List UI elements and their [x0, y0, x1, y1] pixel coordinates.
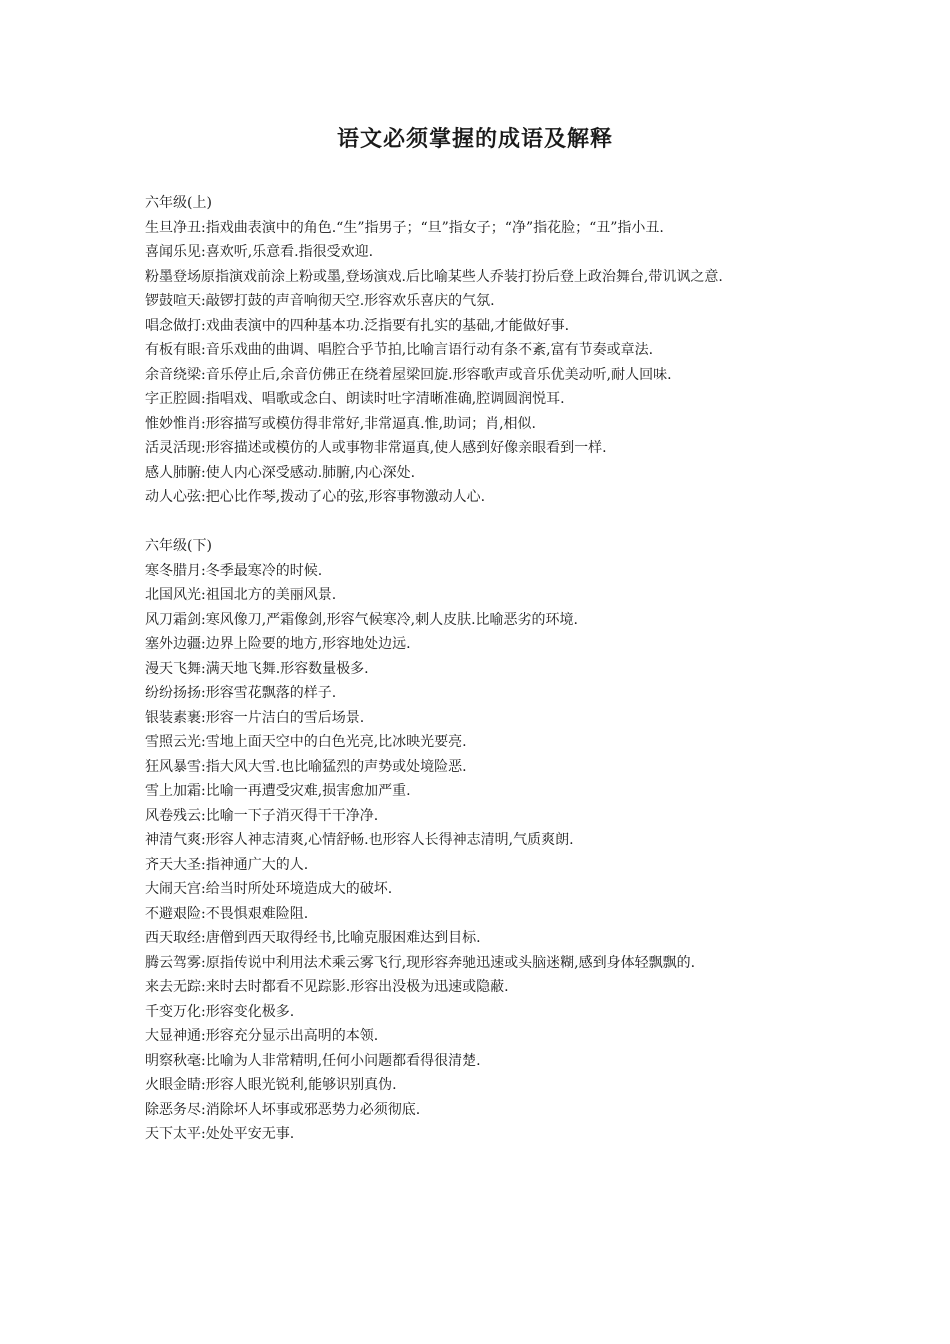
document-body: [145, 191, 810, 1147]
idiom-entry: 锣鼓喧天:敲锣打鼓的声音响彻天空.形容欢乐喜庆的气氛.: [145, 293, 495, 309]
idiom-entry: 火眼金睛:形容人眼光锐利,能够识别真伪.: [145, 1077, 397, 1093]
idiom-entry: 千变万化:形容变化极多.: [145, 1003, 295, 1020]
idiom-entry: 狂风暴雪:指大风大雪.也比喻猛烈的声势或处境险恶.: [145, 758, 467, 775]
idiom-entry: 明察秋毫:比喻为人非常精明,任何小问题都看得很清楚.: [145, 1052, 481, 1069]
idiom-entry: 动人心弦:把心比作琴,拨动了心的弦,形容事物激动人心.: [145, 489, 486, 505]
idiom-entry: 银装素裹:形容一片洁白的雪后场景.: [145, 709, 365, 726]
idiom-entry: 来去无踪:来时去时都看不见踪影.形容出没极为迅速或隐蔽.: [145, 979, 509, 995]
idiom-entry: 天下太平:处处平安无事.: [145, 1126, 295, 1142]
section-heading: 六年级(上): [145, 195, 212, 211]
idiom-entry: 腾云驾雾:原指传说中利用法术乘云雾飞行,现形容奔驰迅速或头脑迷糊,感到身体轻飘飘的.: [145, 954, 696, 971]
idiom-entry: 不避艰险:不畏惧艰难险阻.: [145, 905, 309, 922]
idiom-entry: 纷纷扬扬:形容雪花飘落的样子.: [145, 685, 337, 701]
idiom-entry: 神清气爽:形容人神志清爽,心情舒畅.也形容人长得神志清明,气质爽朗.: [145, 832, 574, 848]
section-grade-6-lower: [145, 534, 810, 1147]
idiom-entry: 漫天飞舞:满天地飞舞.形容数量极多.: [145, 660, 369, 677]
idiom-entry: 风刀霜剑:寒风像刀,严霜像剑,形容气候寒冷,刺人皮肤.比喻恶劣的环境.: [145, 611, 578, 628]
idiom-entry: 有板有眼:音乐戏曲的曲调、唱腔合乎节拍,比喻言语行动有条不紊,富有节奏或章法.: [145, 342, 654, 358]
idiom-entry: 塞外边疆:边界上险要的地方,形容地处边远.: [145, 636, 411, 652]
idiom-entry: 粉墨登场原指演戏前涂上粉或墨,登场演戏.后比喻某些人乔装打扮后登上政治舞台,带讥讽之意.: [145, 268, 723, 285]
document-title: 语文必须掌握的成语及解释: [336, 127, 613, 152]
idiom-entry: 喜闻乐见:喜欢听,乐意看.指很受欢迎.: [145, 244, 374, 260]
idiom-entry: 西天取经:唐僧到西天取得经书,比喻克服困难达到目标.: [145, 930, 481, 946]
idiom-entry: 风卷残云:比喻一下子消灭得干干净净.: [145, 807, 379, 824]
section-grade-6-upper: [145, 191, 810, 510]
idiom-entry: 大显神通:形容充分显示出高明的本领.: [145, 1028, 379, 1044]
idiom-entry: 余音绕梁:音乐停止后,余音仿佛正在绕着屋梁回旋.形容歌声或音乐优美动听,耐人回味.: [145, 366, 672, 383]
idiom-entry: 北国风光:祖国北方的美丽风景.: [145, 587, 337, 603]
idiom-entry: 生旦净丑:指戏曲表演中的角色.“生”指男子；“旦”指女子；“净”指花脸；“丑”指小丑.: [145, 219, 664, 236]
idiom-entry: 活灵活现:形容描述或模仿的人或事物非常逼真,使人感到好像亲眼看到一样.: [145, 440, 607, 456]
idiom-entry: 除恶务尽:消除坏人坏事或邪恶势力必须彻底.: [145, 1101, 421, 1118]
idiom-entry: 大闹天宫:给当时所处环境造成大的破坏.: [145, 881, 393, 897]
idiom-entry: 惟妙惟肖:形容描写或模仿得非常好,非常逼真.惟,助词；肖,相似.: [145, 415, 536, 432]
idiom-entry: 寒冬腊月:冬季最寒冷的时候.: [145, 562, 323, 579]
section-heading: 六年级(下): [145, 538, 212, 554]
idiom-entry: 雪上加霜:比喻一再遭受灾难,损害愈加严重.: [145, 783, 411, 799]
idiom-entry: 感人肺腑:使人内心深受感动.肺腑,内心深处.: [145, 464, 416, 481]
idiom-entry: 字正腔圆:指唱戏、唱歌或念白、朗读时吐字清晰准确,腔调圆润悦耳.: [145, 391, 565, 407]
section-spacer: [145, 510, 810, 535]
idiom-entry: 齐天大圣:指神通广大的人.: [145, 856, 309, 873]
idiom-entry: 唱念做打:戏曲表演中的四种基本功.泛指要有扎实的基础,才能做好事.: [145, 317, 570, 334]
idiom-entry: 雪照云光:雪地上面天空中的白色光亮,比冰映光要亮.: [145, 734, 467, 750]
